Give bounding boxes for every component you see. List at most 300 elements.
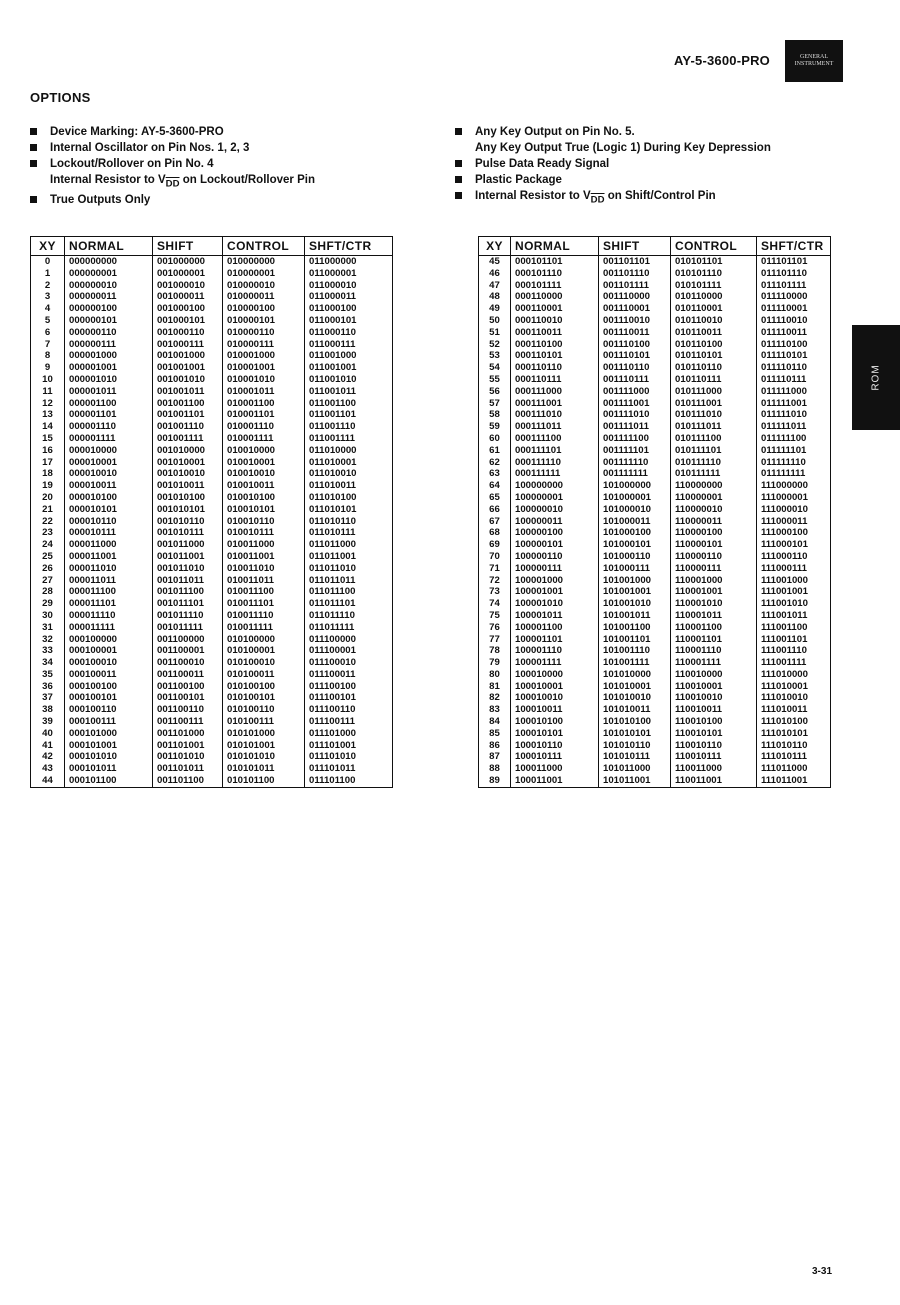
company-logo: [785, 40, 843, 82]
cell-xy: 9: [31, 362, 65, 374]
table-row: [31, 539, 393, 551]
cell-normal: 000111000: [511, 386, 599, 398]
cell-normal: 000100110: [65, 704, 153, 716]
table-row: [31, 728, 393, 740]
cell-shft-ctr: 011001001: [305, 362, 393, 374]
cell-shft-ctr: 011100001: [305, 645, 393, 657]
cell-shft-ctr: 011001010: [305, 374, 393, 386]
table-row: [31, 516, 393, 528]
cell-shft-ctr: 111000001: [757, 492, 831, 504]
cell-control: 010101101: [671, 256, 757, 268]
cell-normal: 100010011: [511, 704, 599, 716]
table-row: [31, 457, 393, 469]
cell-shift: 001001111: [153, 433, 223, 445]
cell-shift: 101001111: [599, 657, 671, 669]
cell-shft-ctr: 011100011: [305, 669, 393, 681]
cell-control: 010100001: [223, 645, 305, 657]
cell-xy: 47: [479, 280, 511, 292]
cell-shift: 001101001: [153, 740, 223, 752]
table-row: [31, 716, 393, 728]
cell-shift: 001011011: [153, 575, 223, 587]
cell-shift: 001000100: [153, 303, 223, 315]
cell-normal: 100010010: [511, 692, 599, 704]
cell-xy: 67: [479, 516, 511, 528]
cell-control: 010101111: [671, 280, 757, 292]
cell-xy: 73: [479, 586, 511, 598]
cell-xy: 71: [479, 563, 511, 575]
cell-shift: 101000111: [599, 563, 671, 575]
section-title: OPTIONS: [30, 90, 91, 105]
cell-normal: 000011110: [65, 610, 153, 622]
cell-shift: 001100011: [153, 669, 223, 681]
table-row: [479, 563, 831, 575]
cell-normal: 100001000: [511, 575, 599, 587]
cell-shft-ctr: 011011000: [305, 539, 393, 551]
cell-shift: 101001100: [599, 622, 671, 634]
cell-shft-ctr: 011011001: [305, 551, 393, 563]
cell-xy: 55: [479, 374, 511, 386]
cell-shift: 001001010: [153, 374, 223, 386]
cell-control: 010010000: [223, 445, 305, 457]
cell-shft-ctr: 011100111: [305, 716, 393, 728]
table-row: [479, 374, 831, 386]
cell-control: 010001011: [223, 386, 305, 398]
cell-shft-ctr: 011001100: [305, 398, 393, 410]
cell-control: 110000110: [671, 551, 757, 563]
cell-xy: 21: [31, 504, 65, 516]
cell-normal: 000010111: [65, 527, 153, 539]
cell-control: 010000111: [223, 339, 305, 351]
cell-shft-ctr: 011101101: [757, 256, 831, 268]
cell-shft-ctr: 011100000: [305, 634, 393, 646]
cell-normal: 000111110: [511, 457, 599, 469]
cell-xy: 16: [31, 445, 65, 457]
cell-control: 010011101: [223, 598, 305, 610]
cell-shft-ctr: 011000111: [305, 339, 393, 351]
cell-xy: 3: [31, 291, 65, 303]
cell-shft-ctr: 111001001: [757, 586, 831, 598]
cell-shift: 001110111: [599, 374, 671, 386]
cell-control: 010110101: [671, 350, 757, 362]
cell-shift: 101010011: [599, 704, 671, 716]
cell-control: 110000011: [671, 516, 757, 528]
cell-xy: 31: [31, 622, 65, 634]
cell-normal: 000000010: [65, 280, 153, 292]
table-row: [31, 327, 393, 339]
cell-control: 110010001: [671, 681, 757, 693]
cell-normal: 000010000: [65, 445, 153, 457]
cell-xy: 37: [31, 692, 65, 704]
cell-shift: 001100110: [153, 704, 223, 716]
cell-normal: 000010001: [65, 457, 153, 469]
cell-shift: 001001101: [153, 409, 223, 421]
table-row: [479, 362, 831, 374]
cell-control: 010011011: [223, 575, 305, 587]
cell-control: 010001111: [223, 433, 305, 445]
table-row: [31, 645, 393, 657]
cell-shift: 101001001: [599, 586, 671, 598]
table-row: [479, 468, 831, 480]
cell-normal: 000010100: [65, 492, 153, 504]
cell-control: 010010101: [223, 504, 305, 516]
cell-control: 010110010: [671, 315, 757, 327]
cell-normal: 100001110: [511, 645, 599, 657]
table-row: [31, 291, 393, 303]
cell-shft-ctr: 011011010: [305, 563, 393, 575]
cell-normal: 000011001: [65, 551, 153, 563]
table-row: [479, 645, 831, 657]
cell-control: 010000001: [223, 268, 305, 280]
cell-control: 010111001: [671, 398, 757, 410]
cell-shift: 001011101: [153, 598, 223, 610]
cell-control: 010010001: [223, 457, 305, 469]
cell-shift: 001010110: [153, 516, 223, 528]
cell-shift: 001001100: [153, 398, 223, 410]
cell-shift: 001011100: [153, 586, 223, 598]
cell-normal: 100001011: [511, 610, 599, 622]
cell-normal: 000001110: [65, 421, 153, 433]
cell-xy: 58: [479, 409, 511, 421]
cell-normal: 100000001: [511, 492, 599, 504]
cell-xy: 76: [479, 622, 511, 634]
cell-xy: 86: [479, 740, 511, 752]
cell-shift: 001111111: [599, 468, 671, 480]
cell-xy: 82: [479, 692, 511, 704]
cell-shift: 101011000: [599, 763, 671, 775]
vdd-subscript: DD: [165, 178, 180, 190]
cell-normal: 000110110: [511, 362, 599, 374]
cell-control: 010101010: [223, 751, 305, 763]
cell-shft-ctr: 111001010: [757, 598, 831, 610]
cell-xy: 78: [479, 645, 511, 657]
table-row: [31, 610, 393, 622]
table-row: [479, 504, 831, 516]
cell-shft-ctr: 011000001: [305, 268, 393, 280]
cell-shift: 001010001: [153, 457, 223, 469]
table-row: [479, 256, 831, 268]
cell-xy: 25: [31, 551, 65, 563]
table-row: [479, 457, 831, 469]
table-row: [31, 740, 393, 752]
cell-normal: 000001011: [65, 386, 153, 398]
cell-shift: 001110101: [599, 350, 671, 362]
cell-shft-ctr: 011001000: [305, 350, 393, 362]
table-row: [31, 362, 393, 374]
cell-xy: 32: [31, 634, 65, 646]
cell-shift: 001110100: [599, 339, 671, 351]
table-row: [479, 516, 831, 528]
cell-shift: 001001110: [153, 421, 223, 433]
cell-normal: 100010101: [511, 728, 599, 740]
table-row: [31, 692, 393, 704]
cell-shft-ctr: 011110101: [757, 350, 831, 362]
cell-shft-ctr: 111000111: [757, 563, 831, 575]
cell-shft-ctr: 011011011: [305, 575, 393, 587]
cell-normal: 000000000: [65, 256, 153, 268]
cell-shft-ctr: 111011000: [757, 763, 831, 775]
cell-control: 010000000: [223, 256, 305, 268]
cell-control: 010010010: [223, 468, 305, 480]
cell-xy: 44: [31, 775, 65, 787]
cell-xy: 42: [31, 751, 65, 763]
cell-shft-ctr: 111001000: [757, 575, 831, 587]
cell-xy: 75: [479, 610, 511, 622]
cell-control: 110011000: [671, 763, 757, 775]
table-row: [31, 563, 393, 575]
cell-xy: 45: [479, 256, 511, 268]
cell-normal: 000101110: [511, 268, 599, 280]
cell-shft-ctr: 011110011: [757, 327, 831, 339]
cell-control: 010110000: [671, 291, 757, 303]
cell-control: 110001011: [671, 610, 757, 622]
cell-control: 110000111: [671, 563, 757, 575]
cell-shft-ctr: 111000101: [757, 539, 831, 551]
cell-control: 010101000: [223, 728, 305, 740]
cell-normal: 000101011: [65, 763, 153, 775]
cell-shft-ctr: 011011111: [305, 622, 393, 634]
table-row: [479, 728, 831, 740]
table-row: [31, 339, 393, 351]
cell-normal: 100001001: [511, 586, 599, 598]
cell-shift: 101010100: [599, 716, 671, 728]
cell-control: 010010100: [223, 492, 305, 504]
cell-shft-ctr: 011010010: [305, 468, 393, 480]
cell-control: 110000101: [671, 539, 757, 551]
cell-xy: 74: [479, 598, 511, 610]
option-item: Any Key Output on Pin No. 5.: [455, 124, 855, 140]
cell-shift: 001101000: [153, 728, 223, 740]
cell-xy: 24: [31, 539, 65, 551]
table-row: [479, 692, 831, 704]
cell-shft-ctr: 011101100: [305, 775, 393, 787]
cell-control: 110001001: [671, 586, 757, 598]
cell-xy: 54: [479, 362, 511, 374]
cell-shft-ctr: 011000100: [305, 303, 393, 315]
cell-xy: 69: [479, 539, 511, 551]
cell-control: 010111010: [671, 409, 757, 421]
cell-normal: 100000000: [511, 480, 599, 492]
cell-shft-ctr: 011000011: [305, 291, 393, 303]
cell-control: 110010010: [671, 692, 757, 704]
cell-normal: 000110100: [511, 339, 599, 351]
table-row: [479, 763, 831, 775]
table-row: [31, 763, 393, 775]
cell-xy: 26: [31, 563, 65, 575]
cell-xy: 48: [479, 291, 511, 303]
column-header-xy: XY: [31, 237, 65, 256]
cell-normal: 100001010: [511, 598, 599, 610]
cell-normal: 100001101: [511, 634, 599, 646]
table-row: [31, 622, 393, 634]
table-row: [479, 327, 831, 339]
cell-shft-ctr: 111000011: [757, 516, 831, 528]
cell-xy: 13: [31, 409, 65, 421]
cell-shift: 101000110: [599, 551, 671, 563]
cell-xy: 14: [31, 421, 65, 433]
table-row: [31, 527, 393, 539]
cell-xy: 72: [479, 575, 511, 587]
cell-normal: 000001100: [65, 398, 153, 410]
cell-control: 010101100: [223, 775, 305, 787]
cell-xy: 85: [479, 728, 511, 740]
cell-xy: 36: [31, 681, 65, 693]
cell-control: 010110011: [671, 327, 757, 339]
cell-control: 010001110: [223, 421, 305, 433]
cell-shft-ctr: 111001011: [757, 610, 831, 622]
cell-shift: 101001010: [599, 598, 671, 610]
cell-shift: 001001000: [153, 350, 223, 362]
cell-shift: 101010110: [599, 740, 671, 752]
cell-shft-ctr: 111001110: [757, 645, 831, 657]
table-row: [479, 350, 831, 362]
cell-shift: 001100000: [153, 634, 223, 646]
cell-control: 110000010: [671, 504, 757, 516]
table-header-row: [31, 237, 393, 256]
cell-shift: 001111000: [599, 386, 671, 398]
cell-normal: 000010011: [65, 480, 153, 492]
cell-control: 010010111: [223, 527, 305, 539]
table-row: [479, 751, 831, 763]
table-row: [31, 492, 393, 504]
cell-shft-ctr: 011001011: [305, 386, 393, 398]
cell-shift: 001110010: [599, 315, 671, 327]
cell-xy: 61: [479, 445, 511, 457]
cell-shift: 001101110: [599, 268, 671, 280]
cell-control: 010000101: [223, 315, 305, 327]
cell-normal: 000111001: [511, 398, 599, 410]
cell-xy: 5: [31, 315, 65, 327]
table-row: [479, 716, 831, 728]
table-row: [479, 610, 831, 622]
cell-shft-ctr: 011110100: [757, 339, 831, 351]
cell-xy: 62: [479, 457, 511, 469]
cell-xy: 10: [31, 374, 65, 386]
cell-xy: 53: [479, 350, 511, 362]
cell-shft-ctr: 011100110: [305, 704, 393, 716]
cell-shft-ctr: 011110110: [757, 362, 831, 374]
cell-shft-ctr: 011111100: [757, 433, 831, 445]
table-row: [31, 704, 393, 716]
cell-shft-ctr: 111001101: [757, 634, 831, 646]
cell-xy: 89: [479, 775, 511, 787]
cell-shft-ctr: 111000110: [757, 551, 831, 563]
cell-normal: 000100000: [65, 634, 153, 646]
option-item: Device Marking: AY-5-3600-PRO: [30, 124, 430, 140]
cell-control: 110010110: [671, 740, 757, 752]
logo-text: GENERAL INSTRUMENT: [794, 54, 834, 67]
cell-xy: 34: [31, 657, 65, 669]
cell-shift: 001000111: [153, 339, 223, 351]
column-header-shft-ctr: SHFT/CTR: [305, 237, 393, 256]
cell-shft-ctr: 011011100: [305, 586, 393, 598]
cell-control: 110010011: [671, 704, 757, 716]
cell-control: 010100000: [223, 634, 305, 646]
cell-shft-ctr: 011001101: [305, 409, 393, 421]
cell-xy: 51: [479, 327, 511, 339]
cell-control: 010100100: [223, 681, 305, 693]
cell-control: 110001111: [671, 657, 757, 669]
column-header-control: CONTROL: [671, 237, 757, 256]
cell-xy: 19: [31, 480, 65, 492]
cell-shft-ctr: 011110111: [757, 374, 831, 386]
table-row: [479, 539, 831, 551]
table-row: [31, 657, 393, 669]
cell-shift: 001101010: [153, 751, 223, 763]
cell-normal: 000100111: [65, 716, 153, 728]
cell-xy: 68: [479, 527, 511, 539]
cell-xy: 65: [479, 492, 511, 504]
cell-shift: 001001011: [153, 386, 223, 398]
cell-control: 010010110: [223, 516, 305, 528]
cell-shift: 001010010: [153, 468, 223, 480]
cell-normal: 000011111: [65, 622, 153, 634]
cell-shft-ctr: 011111110: [757, 457, 831, 469]
cell-normal: 000101000: [65, 728, 153, 740]
table-row: [31, 303, 393, 315]
cell-normal: 000100001: [65, 645, 153, 657]
cell-control: 110001101: [671, 634, 757, 646]
cell-shft-ctr: 011110000: [757, 291, 831, 303]
column-header-shift: SHIFT: [153, 237, 223, 256]
table-row: [479, 315, 831, 327]
cell-shft-ctr: 111000010: [757, 504, 831, 516]
cell-normal: 100010001: [511, 681, 599, 693]
cell-normal: 000111101: [511, 445, 599, 457]
cell-normal: 000011000: [65, 539, 153, 551]
cell-shift: 001011000: [153, 539, 223, 551]
column-header-shft-ctr: SHFT/CTR: [757, 237, 831, 256]
cell-shft-ctr: 111010111: [757, 751, 831, 763]
cell-normal: 000011100: [65, 586, 153, 598]
cell-xy: 77: [479, 634, 511, 646]
option-item: [455, 188, 855, 208]
table-row: [479, 586, 831, 598]
cell-shift: 001110110: [599, 362, 671, 374]
table-row: [31, 468, 393, 480]
cell-control: 110011001: [671, 775, 757, 787]
column-header-shift: SHIFT: [599, 237, 671, 256]
table-row: [31, 681, 393, 693]
cell-normal: 000110111: [511, 374, 599, 386]
cell-control: 010111011: [671, 421, 757, 433]
column-header-normal: NORMAL: [65, 237, 153, 256]
cell-shft-ctr: 011010111: [305, 527, 393, 539]
cell-normal: 100000111: [511, 563, 599, 575]
cell-shft-ctr: 011010110: [305, 516, 393, 528]
table-row: [31, 433, 393, 445]
cell-shft-ctr: 111011001: [757, 775, 831, 787]
cell-normal: 100000011: [511, 516, 599, 528]
table-row: [31, 421, 393, 433]
table-row: [31, 669, 393, 681]
cell-normal: 000000101: [65, 315, 153, 327]
cell-control: 010011111: [223, 622, 305, 634]
cell-shft-ctr: 111010011: [757, 704, 831, 716]
cell-normal: 000111111: [511, 468, 599, 480]
table-row: [479, 421, 831, 433]
option-text: Internal Resistor to V: [475, 190, 591, 202]
column-header-xy: XY: [479, 237, 511, 256]
cell-normal: 100000010: [511, 504, 599, 516]
header-title: AY-5-3600-PRO: [673, 53, 770, 68]
cell-normal: 100011001: [511, 775, 599, 787]
table-row: [479, 409, 831, 421]
cell-shift: 001000011: [153, 291, 223, 303]
cell-xy: 28: [31, 586, 65, 598]
table-row: [31, 480, 393, 492]
table-row: [31, 315, 393, 327]
cell-shift: 001110011: [599, 327, 671, 339]
